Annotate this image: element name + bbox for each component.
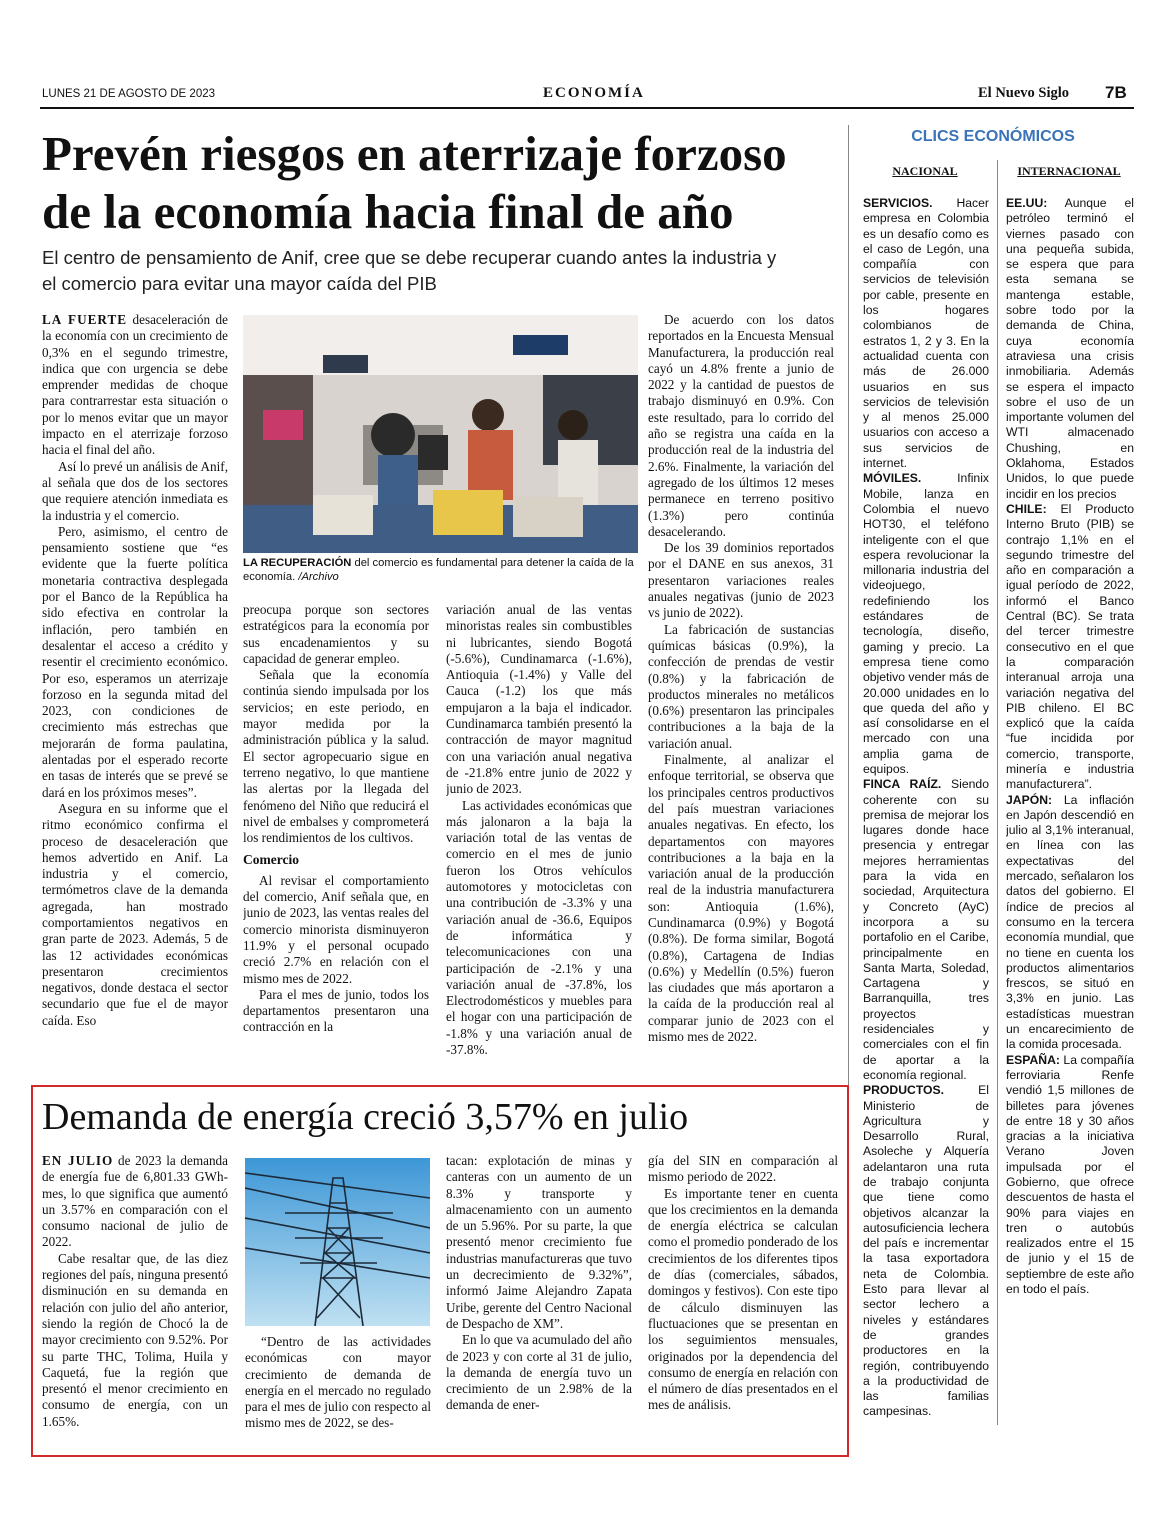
energy-column-3: tacan: explotación de minas y canteras con un aumento de un 8.3% y transporte y almacenamiento con un aumento de un 5.96%. Por su parte, la que presentó menor crecimiento fue industrias manufactureras que tuvo un decrecimiento de 9.32%”, informó Jaime Alejandro Zapata Uribe, gerente del Centro Nacional de Despacho de XM”. En lo que va acumulado del año de 2023 y con corte al 31 de julio, la demanda de energía tuvo un crecimiento de un 2.98% de la demanda de ener- bbox=[446, 1153, 632, 1413]
energy-column-1: EN JULIO de 2023 la demanda de energía fue de 6,801.33 GWh-mes, lo que significa que aumentó un 3.57% en comparación con el consumo nacional de julio de 2022. Cabe resaltar que, de las diez regiones del país, ninguna presentó disminución en su demanda en relación con julio del año anterior, siendo la región de Chocó la de mayor crecimiento con 9.52%. Por su parte THC, Tolima, Huila y Caquetá, fue la región que presentó el menor crecimiento en consumo de energía, con un 1.65%. bbox=[42, 1153, 228, 1429]
photo-caption: LA RECUPERACIÓN del comercio es fundamental para detener la caída de la economía. /Archivo bbox=[243, 557, 634, 583]
brief-moviles: MÓVILES. Infinix Mobile, lanza en Colombia el nuevo HOT30, el teléfono inteligente con el que espera revolucionar la millonaria industria del videojuego, redefiniendo los estándares de tecnología, diseño, gaming y precio. La empresa tiene como objetivo vender más de 20.000 unidades en lo que queda del año y así consolidarse en el mercado con una amplia gama de equipos. bbox=[863, 471, 989, 776]
nacional-header: NACIONAL bbox=[892, 164, 958, 178]
power-tower-photo bbox=[245, 1158, 430, 1326]
article-column-2: preocupa porque son sectores estratégicos para la economía por sus encadenamientos y su capacidad de generar empleo. Señala que la economía continúa siendo impulsada por los servicios; en este periodo, en mayor medida por la administración pública y la salud. El sector agropecuario sigue en terreno negativo, lo que mantiene las alertas por la llegada del fenómeno del Niño que reducirá el nivel de embalses y comprometerá los rendimientos de los cultivos. Comercio Al revisar el comportamiento del comercio, Anif señala que, en junio de 2023, las ventas reales del comercio minorista disminuyeron 11.9% y el personal ocupado creció 2.7% en relación con el mismo mes de 2022. Para el mes de junio, todos los departamentos presentaron una contracción en la bbox=[243, 602, 429, 1035]
sidebar-inner-divider bbox=[997, 160, 998, 1425]
article-column-4: De acuerdo con los datos reportados en la Encuesta Mensual Manufacturera, la producción real cayó un 4.8% frente a junio de 2022 y la cantidad de puestos de trabajo disminuyó en 0.9%. Con este resultado, para lo corrido del año se registra una caída en la producción real de la industria del 2.6%. Finalmente, la variación del agregado de los últimos 12 meses permanece en terreno positivo (1.3%) pero continúa desacelerando. De los 39 dominios reportados por el DANE en sus anexos, 31 presentaron variaciones reales anuales negativas (junio de 2023 vs junio de 2022). La fabricación de sustancias químicas básicas (0.9%), la confección de prendas de vestir (0.8%) y la fabricación de productos minerales no metálicos (0.6%) presentaron las principales contribuciones a la baja de la variación anual. Finalmente, al analizar el enfoque territorial, se observa que los principales centros productivos del país muestran variaciones anuales negativas. En efecto, los departamentos con mayores contribuciones a la baja en la variación anual de la producción real de la industria manufacturera son: Antioquia (1.6%), Cundinamarca (0.9%) y Bogotá (0.8%). De forma similar, Bogotá (0.8%), Cartagena de Indias (0.6%) y Medellín (0.5%) fueron las ciudades que más aportaron a la caída de la producción real al comparar junio de 2023 con el mismo mes de 2022. bbox=[648, 312, 834, 1045]
brief-servicios: SERVICIOS. Hacer empresa en Colombia es un desafío como es el caso de Legón, una compañía con servicios de televisión por cable, presente en los hogares colombianos de estratos 1, 2 y 3. En la actualidad cuenta con más de 26.000 usuarios en sus servicios de televisión y al menos 25.000 usuarios con acceso a sus servicios de internet. bbox=[863, 196, 989, 471]
brief-finca-raiz: FINCA RAÍZ. Siendo coherente con su premisa de mejorar los lugares donde hace presencia y entregar mejores herramientas para la vida en sociedad, Arquitectura y Concreto (AyC) incorpora a su portafolio en el Caribe, principalmente en Santa Marta, Soledad, Cartagena y Barranquilla, tres proyectos residenciales y comerciales con el fin de aportar a la economía regional. bbox=[863, 777, 989, 1082]
article-deck: El centro de pensamiento de Anif, cree que se debe recuperar cuando antes la industria y el comercio para evitar una mayor caída del PIB bbox=[42, 247, 777, 294]
section-title: ECONOMÍA bbox=[543, 85, 645, 101]
article-headline: Prevén riesgos en aterrizaje forzoso de la economía hacia final de año bbox=[42, 126, 787, 239]
brief-productos: PRODUCTOS. El Ministerio de Agricultura y Desarrollo Rural, Asoleche y Alquería adelantaron una ruta de trabajo conjunta que tiene como objetivos alcanzar la autosuficiencia lechera del país e incrementar la tasa exportadora neta de Colombia. Esto para llevar al sector lechero a niveles y estándares de grandes productores en la región, contribuyendo a la productividad de las familias campesinas. bbox=[863, 1083, 989, 1419]
brief-japon: JAPÓN: La inflación en Japón descendió en julio al 3,1% interanual, en línea con las expectativas del mercado, señalaron los datos del gobierno. El índice de precios al consumo en la tercera economía mundial, que no tiene en cuenta los productos alimentarios frescos, se situó en 3,3% en junio. Las estadísticas muestran un encarecimiento de la comida procesada. bbox=[1006, 792, 1134, 1052]
brief-eeuu: EE.UU: Aunque el petróleo terminó el viernes pasado con una pequeña subida, se espera que para esta semana se mantenga estable, sobre todo por la demanda de China, cuya economía atraviesa una crisis inmobiliaria. Además se espera el impacto sobre el uso de un importante volumen del WTI almacenado Chushing, en Oklahoma, Estados Unidos, lo que puede incidir en los precios bbox=[1006, 196, 1134, 501]
store-photo bbox=[243, 315, 638, 553]
article-column-3: variación anual de las ventas minoristas reales sin combustibles ni lubricantes, siendo Bogotá (-5.6%), Cundinamarca (-1.6%), Antioquia (-1.4%) y Valle del Cauca (-1.2) los que más empujaron a la baja el indicador. Cundinamarca también presentó la contracción de mayor magnitud con una variación anual negativa de -21.8% entre junio de 2022 y junio de 2023. Las actividades económicas que más jalonaron a la baja la variación total de las ventas de comercio en el mes de junio fueron los Otros vehículos automotores y motocicletas con una contribución de -3.3% y una variación anual de -36.6, Equipos de informática y telecomunicaciones con una participación de -2.1% y una variación anual de -37.8%, los Electrodomésticos y muebles para el hogar con una participación de -1.8% y una variación anual de -37.8%. bbox=[446, 602, 632, 1058]
header-rule bbox=[40, 107, 1134, 109]
brief-chile: CHILE: El Producto Interno Bruto (PIB) se contrajo 1,1% en el segundo trimestre del año en comparación a igual período de 2022, informó el Banco Central (BC). Se trata del tercer trimestre consecutivo en el que la comparación interanual arroja una variación negativa del PIB chileno. El BC explicó que la caída “fue incidida por comercio, transporte, minería e industria manufacturera”. bbox=[1006, 501, 1134, 792]
newspaper-logo: El Nuevo Siglo bbox=[978, 85, 1070, 101]
energy-column-2: “Dentro de las actividades económicas con mayor crecimiento de demanda de energía en el mercado no regulado para el mes de julio con respecto al mismo mes de 2022, se des- bbox=[245, 1334, 431, 1431]
issue-date: LUNES 21 DE AGOSTO DE 2023 bbox=[42, 88, 216, 100]
subhead-comercio: Comercio bbox=[243, 852, 299, 868]
internacional-column bbox=[1006, 196, 1134, 1431]
page-number: 7B bbox=[1105, 83, 1127, 102]
brief-espana: ESPAÑA: La compañía ferroviaria Renfe vendió 1,5 millones de billetes para jóvenes de entre 18 y 30 años gracias a la iniciativa Verano Joven impulsada por el Gobierno, que ofrece descuentos de hasta el 90% para viajes en tren o autobús realizados entre el 15 de junio y el 15 de septiembre de este año en todo el país. bbox=[1006, 1052, 1134, 1297]
energy-headline: Demanda de energía creció 3,57% en julio bbox=[42, 1096, 689, 1138]
nacional-column bbox=[863, 196, 989, 1431]
sidebar-title: CLICS ECONÓMICOS bbox=[911, 128, 1075, 145]
article-column-1: LA FUERTE desaceleración de la economía con un crecimiento de 0,3% en el segundo trimestre, indica que con urgencia se debe emprender medidas de choque para contrarrestar esta situación o por lo menos evitar que un mayor impacto en el aterrizaje forzoso hacia el final del año. Así lo prevé un análisis de Anif, al señala que dos de los sectores que requiere atención inmediata es la industria y el comercio. Pero, asimismo, el centro de pensamiento sostiene que “es evidente que la fuerte política monetaria contractiva desplegada por el Banco de la República ha sido efectiva en controlar la inflación, pero también en desalentar el acceso a crédito y resentir el crecimiento económico. Por eso, esperamos un aterrizaje forzoso en la segunda mitad del 2023, con condiciones de crecimiento más estrechas que mejorarán de forma paulatina, alentadas por el esperado recorte en tasas de interés que se prevé se dará en los próximos meses”. Asegura en su informe que el ritmo económico confirma el proceso de desaceleración que hemos advertido en Anif. La industria y el comercio, termómetros clave de la demanda agregada, han mostrado comportamientos negativos en gran parte de 2023. Además, 5 de las 12 actividades económicas presentaron crecimientos negativos, donde destaca el sector secundario que fue el de mayor caída. Eso bbox=[42, 312, 228, 1028]
energy-column-4: gía del SIN en comparación al mismo periodo de 2022. Es importante tener en cuenta que los crecimientos en la demanda de energía eléctrica se calculan como el promedio ponderado de los crecimientos de los diferentes tipos de días (comerciales, sábados, domingos y festivos). Con este tipo de cálculo disminuyen las fluctuaciones que se presentan en los seguimientos mensuales, originados por la dependencia del consumo de energía en relación con el número de días presentados en el mes de análisis. bbox=[648, 1153, 838, 1413]
internacional-header: INTERNACIONAL bbox=[1017, 164, 1121, 178]
